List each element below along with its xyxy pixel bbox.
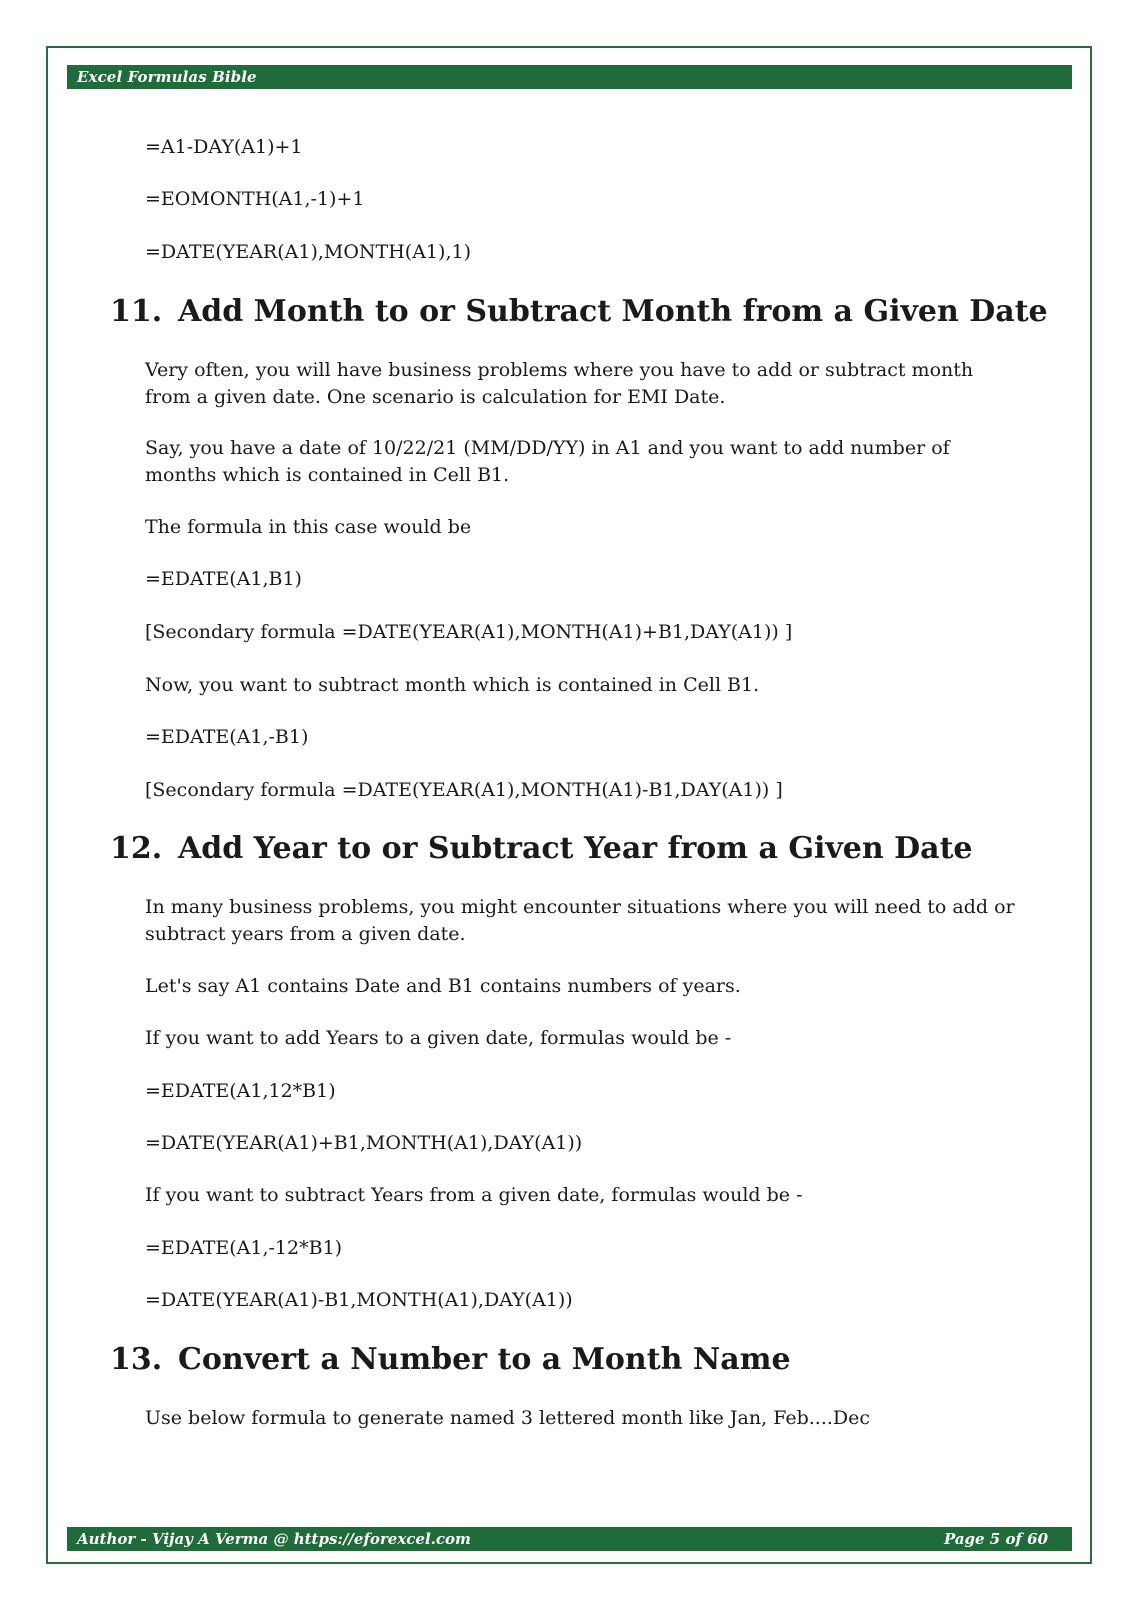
paragraph-line: In many business problems, you might encounter situations where you will need to add or [145,896,1015,918]
footer-author: Author - Vijay A Verma @ https://eforexcel.com [77,1530,471,1548]
formula-line: [Secondary formula =DATE(YEAR(A1),MONTH(A1)+B1,DAY(A1)) ] [145,621,793,643]
formula-line: =EDATE(A1,12*B1) [145,1080,336,1102]
formula-line: =DATE(YEAR(A1)-B1,MONTH(A1),DAY(A1)) [145,1289,573,1311]
section-number: 13. [110,1342,163,1377]
section-heading-12 [110,830,973,868]
formula-line: =A1-DAY(A1)+1 [145,136,303,158]
section-title: Add Year to or Subtract Year from a Given Date [178,831,973,866]
formula-line: =EOMONTH(A1,-1)+1 [145,188,365,210]
paragraph-line: If you want to add Years to a given date, formulas would be - [145,1027,732,1049]
section-number: 11. [110,294,163,329]
paragraph-line: The formula in this case would be [145,516,472,538]
paragraph-line: Let's say A1 contains Date and B1 contains numbers of years. [145,975,741,997]
page-border [46,46,1092,1564]
formula-line: [Secondary formula =DATE(YEAR(A1),MONTH(A1)-B1,DAY(A1)) ] [145,779,783,801]
page-header [67,65,1072,89]
formula-line: =EDATE(A1,-12*B1) [145,1237,343,1259]
formula-line: =EDATE(A1,-B1) [145,726,309,748]
paragraph-line: Use below formula to generate named 3 lettered month like Jan, Feb....Dec [145,1407,871,1429]
paragraph-line: Now, you want to subtract month which is contained in Cell B1. [145,674,760,696]
paragraph-line: If you want to subtract Years from a given date, formulas would be - [145,1184,803,1206]
page-footer [67,1527,1072,1551]
footer-page-number: Page 5 of 60 [943,1530,1048,1548]
section-title: Convert a Number to a Month Name [178,1342,791,1377]
paragraph-line: from a given date. One scenario is calculation for EMI Date. [145,386,726,408]
formula-line: =DATE(YEAR(A1)+B1,MONTH(A1),DAY(A1)) [145,1132,583,1154]
header-title: Excel Formulas Bible [77,68,257,86]
section-title: Add Month to or Subtract Month from a Given Date [178,294,1048,329]
formula-line: =DATE(YEAR(A1),MONTH(A1),1) [145,241,471,263]
section-number: 12. [110,831,163,866]
section-heading-11 [110,293,1048,331]
paragraph-line: months which is contained in Cell B1. [145,464,510,486]
paragraph-line: subtract years from a given date. [145,923,466,945]
formula-line: =EDATE(A1,B1) [145,568,302,590]
paragraph-line: Very often, you will have business problems where you have to add or subtract month [145,359,974,381]
section-heading-13 [110,1341,791,1379]
paragraph-line: Say, you have a date of 10/22/21 (MM/DD/YY) in A1 and you want to add number of [145,437,950,459]
